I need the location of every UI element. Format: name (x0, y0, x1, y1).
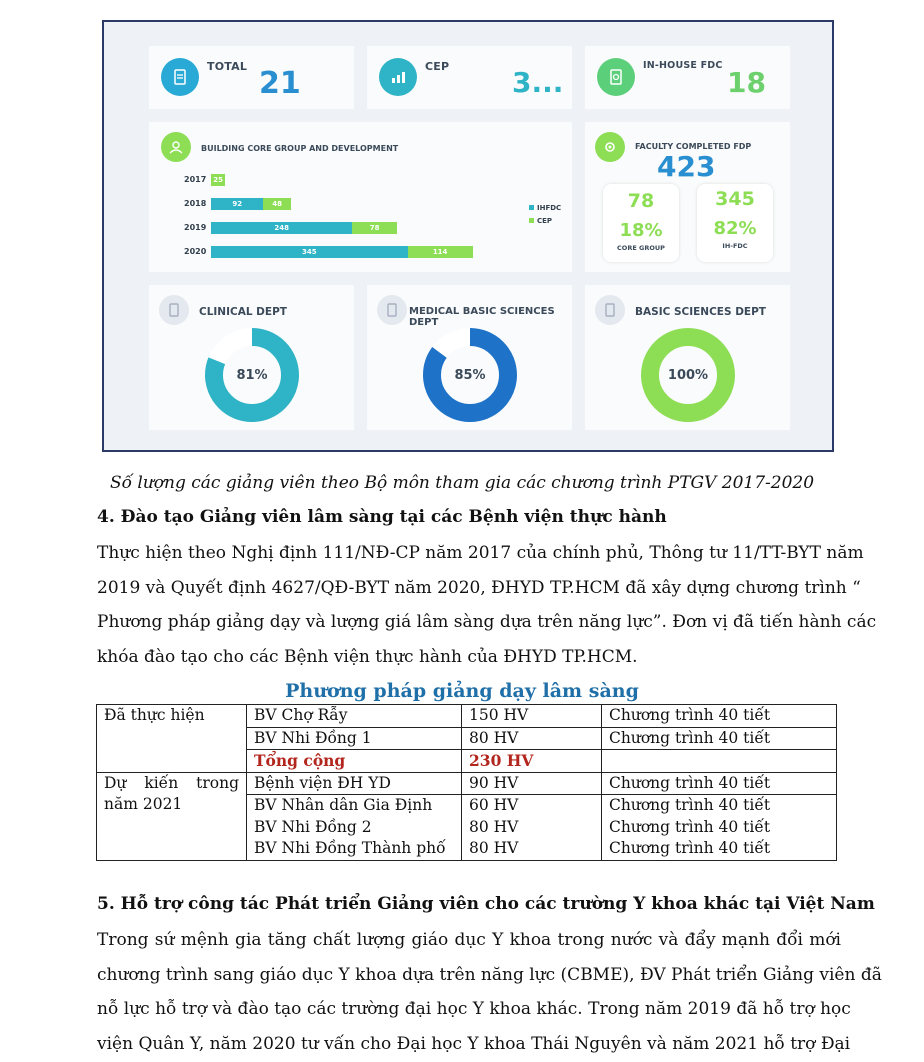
dept-label: CLINICAL DEPT (199, 306, 287, 318)
kpi-label: TOTAL (207, 60, 248, 73)
count-cell-multi (462, 795, 602, 861)
clipboard-icon (161, 58, 199, 96)
ihfdc-value: 345 (715, 188, 755, 210)
bar-segment-cep: 78 (352, 222, 396, 234)
ihfdc-box (697, 184, 773, 262)
table-row (97, 705, 837, 728)
paragraph-line: 2019 và Quyết định 4627/QĐ-BYT năm 2020, ĐHYD TP.HCM đã xây dựng chương trình “ (97, 577, 861, 598)
kpi-value: 3... (512, 66, 564, 99)
count-cell: 80 HV (462, 727, 602, 750)
legend-swatch-ihfdc (529, 205, 534, 210)
paragraph-line: Trong sứ mệnh gia tăng chất lượng giáo dục Y khoa trong nước và đẩy mạnh đổi mới (97, 930, 841, 950)
building-title: BUILDING CORE GROUP AND DEVELOPMENT (201, 144, 399, 153)
group-cell: Đã thực hiện (97, 705, 247, 773)
document-icon (595, 295, 625, 325)
faculty-title: FACULTY COMPLETED FDP (635, 142, 752, 151)
document-icon (159, 295, 189, 325)
dashboard-figure (102, 20, 834, 452)
kpi-card-total (149, 46, 354, 109)
bar-segment-cep: 48 (263, 198, 290, 210)
site-line: BV Nhi Đồng 2 (254, 817, 372, 836)
count-cell: 150 HV (462, 705, 602, 728)
count-line: 80 HV (469, 817, 519, 836)
site-cell-multi (247, 795, 462, 861)
section-4-heading: 4. Đào tạo Giảng viên lâm sàng tại các Bệnh viện thực hành (97, 507, 667, 527)
paragraph-line: Thực hiện theo Nghị định 111/NĐ-CP năm 2017 của chính phủ, Thông tư 11/TT-BYT năm (97, 543, 864, 563)
core-label: CORE GROUP (617, 244, 665, 252)
faculty-total: 423 (657, 150, 716, 183)
total-count-cell: 230 HV (462, 750, 602, 773)
bar-year-label: 2018 (184, 199, 207, 208)
count-line: 80 HV (469, 839, 519, 857)
bar-segment-ihfdc: 345 (211, 246, 408, 258)
paragraph-line: Phương pháp giảng dạy và lượng giá lâm sàng dựa trên năng lực”. Đơn vị đã tiến hành các (97, 612, 877, 633)
donut-label: 85% (454, 368, 486, 383)
section-5-heading: 5. Hỗ trợ công tác Phát triển Giảng viên cho các trường Y khoa khác tại Việt Nam (97, 894, 875, 914)
total-label-cell: Tổng cộng (247, 750, 462, 773)
bar-segment-cep: 25 (211, 174, 225, 186)
table-title: Phương pháp giảng dạy lâm sàng (285, 680, 639, 702)
chart-icon (379, 58, 417, 96)
legend-cep (529, 217, 552, 225)
count-line: 60 HV (469, 796, 519, 814)
program-line: Chương trình 40 tiết (609, 817, 771, 836)
bar-year-label: 2019 (184, 223, 207, 232)
site-line: BV Nhi Đồng Thành phố (254, 839, 446, 857)
program-cell: Chương trình 40 tiết (602, 727, 837, 750)
core-pct: 18% (619, 220, 663, 241)
kpi-value: 21 (259, 66, 301, 101)
program-cell: Chương trình 40 tiết (602, 705, 837, 728)
ihfdc-label: IH-FDC (722, 242, 748, 250)
legend-swatch-cep (529, 218, 534, 223)
ihfdc-pct: 82% (713, 218, 757, 239)
program-cell-multi (602, 795, 837, 861)
count-cell: 90 HV (462, 772, 602, 795)
legend-ihfdc (529, 204, 561, 212)
group-icon (161, 132, 191, 162)
bar-year-label: 2020 (184, 247, 207, 256)
kpi-value: 18 (727, 66, 766, 99)
kpi-card-cep (367, 46, 572, 109)
donut-label: 81% (236, 368, 268, 383)
paragraph-line: nỗ lực hỗ trợ và đào tạo các trường đại học Y khoa khác. Trong năm 2019 đã hỗ trợ học (97, 999, 851, 1020)
dept-label: MEDICAL BASIC SCIENCES DEPT (409, 306, 555, 328)
site-cell: BV Nhi Đồng 1 (247, 727, 462, 750)
training-table (96, 704, 837, 861)
program-cell: Chương trình 40 tiết (602, 772, 837, 795)
bar-segment-ihfdc: 248 (211, 222, 352, 234)
gear-icon (595, 132, 625, 162)
legend-label: CEP (537, 217, 553, 225)
dept-card-medical-basic (367, 285, 572, 430)
legend-label: IHFDC (537, 204, 562, 212)
bar-segment-ihfdc: 92 (211, 198, 263, 210)
program-line: Chương trình 40 tiết (609, 839, 771, 857)
kpi-card-inhouse (585, 46, 790, 109)
dept-card-basic (585, 285, 790, 430)
site-line: BV Nhân dân Gia Định (254, 796, 433, 814)
program-cell (602, 750, 837, 773)
site-cell: BV Chợ Rẫy (247, 705, 462, 728)
faculty-card (585, 122, 790, 272)
paragraph-line: chương trình sang giáo dục Y khoa dựa trên năng lực (CBME), ĐV Phát triển Giảng viên đã (97, 964, 882, 985)
dept-label: BASIC SCIENCES DEPT (635, 306, 766, 318)
table-row (97, 772, 837, 795)
document-icon (377, 295, 407, 325)
bar-segment-cep: 114 (408, 246, 473, 258)
document-icon (597, 58, 635, 96)
core-value: 78 (627, 190, 655, 212)
section-5-paragraph (97, 923, 882, 1062)
site-cell: Bệnh viện ĐH YD (247, 772, 462, 795)
program-line: Chương trình 40 tiết (609, 796, 771, 814)
paragraph-line: khóa đào tạo cho các Bệnh viện thực hành của ĐHYD TP.HCM. (97, 647, 638, 668)
kpi-label: IN-HOUSE FDC (643, 60, 723, 71)
paragraph-line: viện Quân Y, năm 2020 tư vấn cho Đại học Y khoa Thái Nguyên và năm 2021 hỗ trợ Đại (97, 1034, 851, 1055)
bar-year-label: 2017 (184, 175, 207, 184)
donut-label: 100% (667, 368, 709, 383)
dept-card-clinical (149, 285, 354, 430)
core-group-box (603, 184, 679, 262)
kpi-label: CEP (425, 60, 450, 73)
group-cell: Dự kiến trong năm 2021 (97, 772, 247, 860)
figure-caption: Số lượng các giảng viên theo Bộ môn tham gia các chương trình PTGV 2017-2020 (109, 473, 815, 493)
building-card (149, 122, 572, 272)
section-4-paragraph (97, 536, 877, 675)
